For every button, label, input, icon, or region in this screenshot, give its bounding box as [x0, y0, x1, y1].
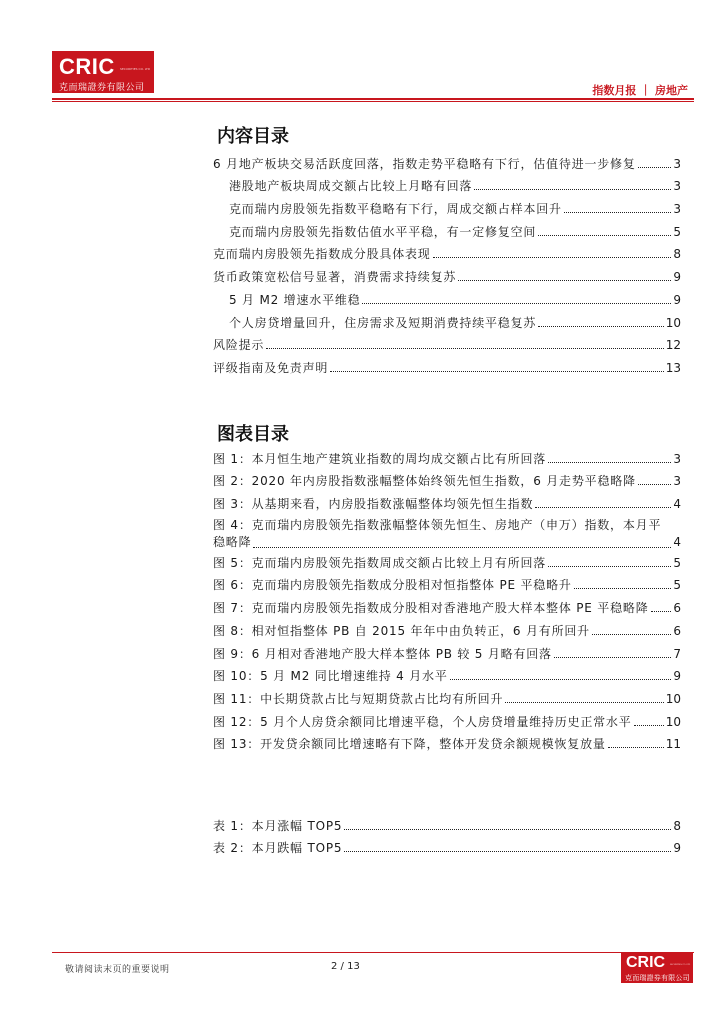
- header-divider-thin: [52, 101, 694, 102]
- footer-logo: [621, 953, 693, 983]
- toc-entry[interactable]: 克而瑞内房股领先指数估值水平平稳，有一定修复空间 5: [229, 224, 681, 239]
- logo-chinese-name: 克而瑞證券有限公司: [625, 974, 690, 982]
- toc-entry[interactable]: 个人房贷增量回升，住房需求及短期消费持续平稳复苏 10: [229, 315, 681, 330]
- figure-entry[interactable]: 图 12：5 月个人房贷余额同比增速平稳，个人房贷增量维持历史正常水平 10: [213, 714, 681, 729]
- tables-list: [213, 810, 681, 855]
- figure-entry[interactable]: 图 13：开发贷余额同比增速略有下降，整体开发贷余额规模恢复放量 11: [213, 737, 681, 752]
- logo-english-name: SECURITIES CO. LTD: [670, 964, 691, 966]
- footer-divider: [52, 952, 694, 953]
- figures-heading: 图表目录: [217, 424, 289, 445]
- figure-entry[interactable]: 图 7：克而瑞内房股领先指数成分股相对香港地产股大样本整体 PE 平稳略降 6: [213, 601, 681, 616]
- logo-brand: CRIC: [59, 54, 115, 79]
- figure-entry[interactable]: 图 2：2020 年内房股指数涨幅整体始终领先恒生指数，6 月走势平稳略降 3: [213, 474, 681, 489]
- contents-heading: 内容目录: [217, 126, 289, 147]
- figure-entry[interactable]: 图 4：克而瑞内房股领先指数涨幅整体领先恒生、房地产（申万）指数，本月平 稳略降 4: [213, 518, 681, 550]
- header-divider: [52, 98, 694, 100]
- company-logo: [52, 51, 154, 93]
- page-number: 2 / 13: [331, 961, 360, 972]
- toc-entry[interactable]: 克而瑞内房股领先指数成分股具体表现 8: [213, 247, 681, 262]
- logo-english-name: SECURITIES CO. LTD: [120, 67, 151, 71]
- toc-entry[interactable]: 货币政策宽松信号显著，消费需求持续复苏 9: [213, 270, 681, 285]
- table-entry[interactable]: 表 2：本月跌幅 TOP5 9: [213, 841, 681, 856]
- figure-entry[interactable]: 图 3：从基期来看，内房股指数涨幅整体均领先恒生指数 4: [213, 497, 681, 512]
- figure-entry[interactable]: 图 9：6 月相对香港地产股大样本整体 PB 较 5 月略有回落 7: [213, 646, 681, 661]
- toc-entry[interactable]: 6 月地产板块交易活跃度回落，指数走势平稳略有下行，估值待进一步修复 3: [213, 156, 681, 171]
- figure-entry[interactable]: 图 8：相对恒指整体 PB 自 2015 年年中由负转正，6 月有所回升 6: [213, 623, 681, 638]
- figure-entry[interactable]: 图 11：中长期贷款占比与短期贷款占比均有所回升 10: [213, 691, 681, 706]
- logo-brand: CRIC: [626, 954, 666, 971]
- toc-entry[interactable]: 评级指南及免责声明 13: [213, 360, 681, 375]
- table-entry[interactable]: 表 1：本月涨幅 TOP5 8: [213, 818, 681, 833]
- logo-chinese-name: 克而瑞證券有限公司: [59, 83, 145, 93]
- toc-entry[interactable]: 5 月 M2 增速水平维稳 9: [229, 292, 681, 307]
- figure-entry[interactable]: 图 6：克而瑞内房股领先指数成分股相对恒指整体 PE 平稳略升 5: [213, 578, 681, 593]
- figure-entry[interactable]: 图 10：5 月 M2 同比增速维持 4 月水平 9: [213, 669, 681, 684]
- report-title: 指数月报 ｜ 房地产: [592, 84, 688, 97]
- toc-entry[interactable]: 克而瑞内房股领先指数平稳略有下行，周成交额占样本回升 3: [229, 202, 681, 217]
- toc-entry[interactable]: 港股地产板块周成交额占比较上月略有回落 3: [229, 179, 681, 194]
- figures-list: [213, 443, 681, 751]
- disclaimer-note: 敬请阅读末页的重要说明: [65, 965, 170, 975]
- figure-entry[interactable]: 图 1：本月恒生地产建筑业指数的周均成交额占比有所回落 3: [213, 451, 681, 466]
- toc-entry[interactable]: 风险提示 12: [213, 338, 681, 353]
- contents-list: [213, 148, 681, 375]
- figure-entry[interactable]: 图 5：克而瑞内房股领先指数周成交额占比较上月有所回落 5: [213, 555, 681, 570]
